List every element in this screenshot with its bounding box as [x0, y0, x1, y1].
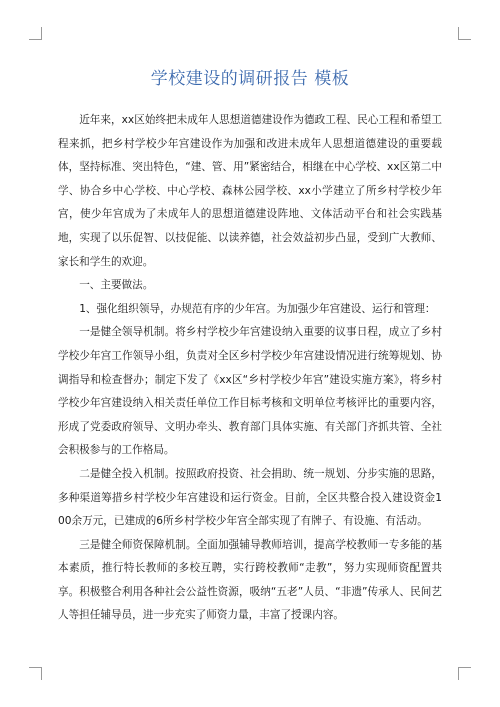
paragraph-leadership-mechanism: 一是健全领导机制。将乡村学校少年宫建设纳入重要的议事日程，成立了乡村学校少年宫工作领导小组，负责对全区乡村学校少年宫建设情况进行统筹规划、协调指导和检查督办；制定下发了《xx区“乡村学校少年宫”建设实施方案》，将乡村学校少年宫建设纳入相关责任单位工作目标考核和文明单位考核评比的重要内容，形成了党委政府领导、文明办牵头、教育部门具体实施、有关部门齐抓共管、全社会积极参与的工作格局。 [58, 326, 442, 457]
document-page [58, 60, 442, 628]
document-title: 学校建设的调研报告 模板 [150, 69, 350, 89]
page-corner-mark-top-left [29, 27, 42, 40]
subsection-heading-organization: 1、强化组织领导，办规范有序的少年宫。为加强少年宫建设、运行和管理： [79, 302, 436, 315]
page-corner-mark-bottom-right [458, 667, 471, 680]
paragraph-investment-mechanism: 二是健全投入机制。按照政府投资、社会捐助、统一规划、分步实施的思路，多种渠道筹措乡村学校少年宫建设和运行资金。目前，全区共整合投入建设资金100余万元，已建成的6所乡村学校少年宫全部实现了有牌子、有设施、有活动。 [58, 467, 442, 528]
page-corner-mark-top-right [458, 27, 471, 40]
paragraph-intro: 近年来，xx区始终把未成年人思想道德建设作为德政工程、民心工程和希望工程来抓，把乡村学校少年宫建设作为加强和改进未成年人思想道德建设的重要载体，坚持标准、突出特色，“建、管、用”紧密结合，相继在中心学校、xx区第二中学、协合乡中心学校、中心学校、森林公园学校、xx小学建立了所乡村学校少年宫，使少年宫成为了未成年人的思想道德建设阵地、文体活动平台和社会实践基地，实现了以乐促智、以技促能、以读养德，社会效益初步凸显，受到广大教师、家长和学生的欢迎。 [58, 114, 442, 268]
page-corner-mark-bottom-left [29, 667, 42, 680]
section-heading-main-practices: 一、主要做法。 [79, 279, 154, 292]
paragraph-teacher-mechanism: 三是健全师资保障机制。全面加强辅导教师培训，提高学校教师一专多能的基本素质，推行特长教师的多校互聘，实行跨校教师“走教”，努力实现师资配置共享。积极整合利用各种社会公益性资源，吸纳“五老”人员、“非遗”传承人、民间艺人等担任辅导员，进一步充实了师资力量，丰富了授课内容。 [58, 538, 442, 622]
